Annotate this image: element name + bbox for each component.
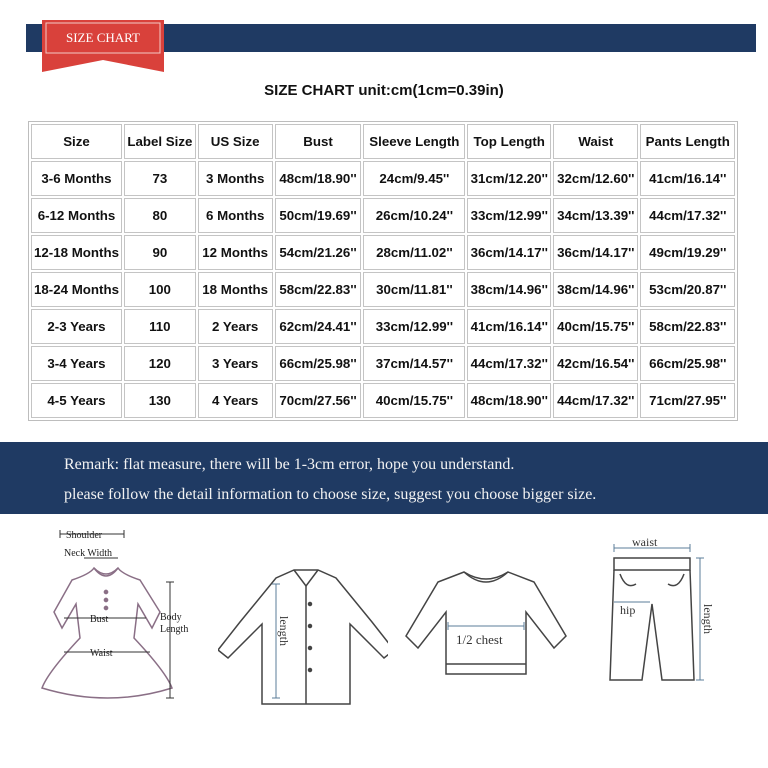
remark-banner <box>0 442 768 514</box>
table-cell: 18-24 Months <box>31 272 122 307</box>
size-chart-ribbon <box>42 20 164 72</box>
table-cell: 4-5 Years <box>31 383 122 418</box>
table-row <box>31 309 735 344</box>
table-cell: 40cm/15.75'' <box>553 309 638 344</box>
table-row <box>31 346 735 381</box>
table-cell: 100 <box>124 272 196 307</box>
table-cell: 42cm/16.54'' <box>553 346 638 381</box>
col-header: US Size <box>198 124 273 159</box>
dress-body-length-label-1: Body <box>160 612 182 623</box>
table-cell: 80 <box>124 198 196 233</box>
col-header: Top Length <box>467 124 551 159</box>
table-cell: 38cm/14.96'' <box>467 272 551 307</box>
table-cell: 18 Months <box>198 272 273 307</box>
table-cell: 2 Years <box>198 309 273 344</box>
table-row <box>31 161 735 196</box>
table-cell: 58cm/22.83'' <box>640 309 735 344</box>
dress-body-length-label-2: Length <box>160 624 189 635</box>
table-row <box>31 235 735 270</box>
table-cell: 48cm/18.90'' <box>275 161 362 196</box>
table-cell: 53cm/20.87'' <box>640 272 735 307</box>
table-cell: 12-18 Months <box>31 235 122 270</box>
table-cell: 3 Years <box>198 346 273 381</box>
chart-title: SIZE CHART unit:cm(1cm=0.39in) <box>264 82 504 99</box>
table-cell: 30cm/11.81'' <box>363 272 465 307</box>
sweater-illustration <box>398 564 574 694</box>
table-cell: 50cm/19.69'' <box>275 198 362 233</box>
table-cell: 73 <box>124 161 196 196</box>
table-cell: 40cm/15.75'' <box>363 383 465 418</box>
measurement-illustrations <box>0 514 768 768</box>
table-cell: 62cm/24.41'' <box>275 309 362 344</box>
table-cell: 3-4 Years <box>31 346 122 381</box>
pants-illustration <box>596 534 726 694</box>
remark-line-1: Remark: flat measure, there will be 1-3cm error, hope you understand. <box>64 456 515 473</box>
table-cell: 41cm/16.14'' <box>640 161 735 196</box>
table-header-row <box>31 124 735 159</box>
table-cell: 32cm/12.60'' <box>553 161 638 196</box>
table-cell: 36cm/14.17'' <box>467 235 551 270</box>
shirt-length-label: length <box>277 616 291 646</box>
size-table <box>28 121 738 421</box>
table-cell: 28cm/11.02'' <box>363 235 465 270</box>
table-cell: 41cm/16.14'' <box>467 309 551 344</box>
dress-neck-width-label: Neck Width <box>64 548 113 559</box>
table-cell: 110 <box>124 309 196 344</box>
col-header: Waist <box>553 124 638 159</box>
shirt-illustration <box>218 564 388 714</box>
table-cell: 48cm/18.90'' <box>467 383 551 418</box>
pants-length-label: length <box>701 604 715 634</box>
table-cell: 3-6 Months <box>31 161 122 196</box>
table-cell: 33cm/12.99'' <box>363 309 465 344</box>
table-cell: 6 Months <box>198 198 273 233</box>
table-cell: 44cm/17.32'' <box>467 346 551 381</box>
table-cell: 37cm/14.57'' <box>363 346 465 381</box>
dress-bust-label: Bust <box>90 614 109 625</box>
table-cell: 36cm/14.17'' <box>553 235 638 270</box>
table-row <box>31 198 735 233</box>
dress-illustration <box>20 522 200 706</box>
pants-hip-label: hip <box>620 603 636 617</box>
table-cell: 58cm/22.83'' <box>275 272 362 307</box>
table-cell: 2-3 Years <box>31 309 122 344</box>
table-cell: 49cm/19.29'' <box>640 235 735 270</box>
table-cell: 66cm/25.98'' <box>640 346 735 381</box>
table-cell: 130 <box>124 383 196 418</box>
pants-waist-label: waist <box>632 535 658 549</box>
table-cell: 90 <box>124 235 196 270</box>
table-row <box>31 272 735 307</box>
col-header: Bust <box>275 124 362 159</box>
table-cell: 12 Months <box>198 235 273 270</box>
table-cell: 33cm/12.99'' <box>467 198 551 233</box>
table-cell: 54cm/21.26'' <box>275 235 362 270</box>
sweater-chest-label: 1/2 chest <box>456 632 503 647</box>
table-cell: 38cm/14.96'' <box>553 272 638 307</box>
table-cell: 3 Months <box>198 161 273 196</box>
table-row <box>31 383 735 418</box>
table-cell: 6-12 Months <box>31 198 122 233</box>
table-cell: 24cm/9.45'' <box>363 161 465 196</box>
dress-waist-label: Waist <box>90 648 113 659</box>
table-cell: 120 <box>124 346 196 381</box>
table-cell: 4 Years <box>198 383 273 418</box>
dress-shoulder-label: Shoulder <box>66 530 103 541</box>
table-cell: 66cm/25.98'' <box>275 346 362 381</box>
table-cell: 70cm/27.56'' <box>275 383 362 418</box>
col-header: Sleeve Length <box>363 124 465 159</box>
col-header: Size <box>31 124 122 159</box>
table-cell: 71cm/27.95'' <box>640 383 735 418</box>
table-cell: 44cm/17.32'' <box>640 198 735 233</box>
col-header: Label Size <box>124 124 196 159</box>
col-header: Pants Length <box>640 124 735 159</box>
remark-line-2: please follow the detail information to choose size, suggest you choose bigger size. <box>64 486 597 503</box>
ribbon-label: SIZE CHART <box>66 30 140 45</box>
table-cell: 31cm/12.20'' <box>467 161 551 196</box>
table-cell: 26cm/10.24'' <box>363 198 465 233</box>
table-cell: 44cm/17.32'' <box>553 383 638 418</box>
table-cell: 34cm/13.39'' <box>553 198 638 233</box>
